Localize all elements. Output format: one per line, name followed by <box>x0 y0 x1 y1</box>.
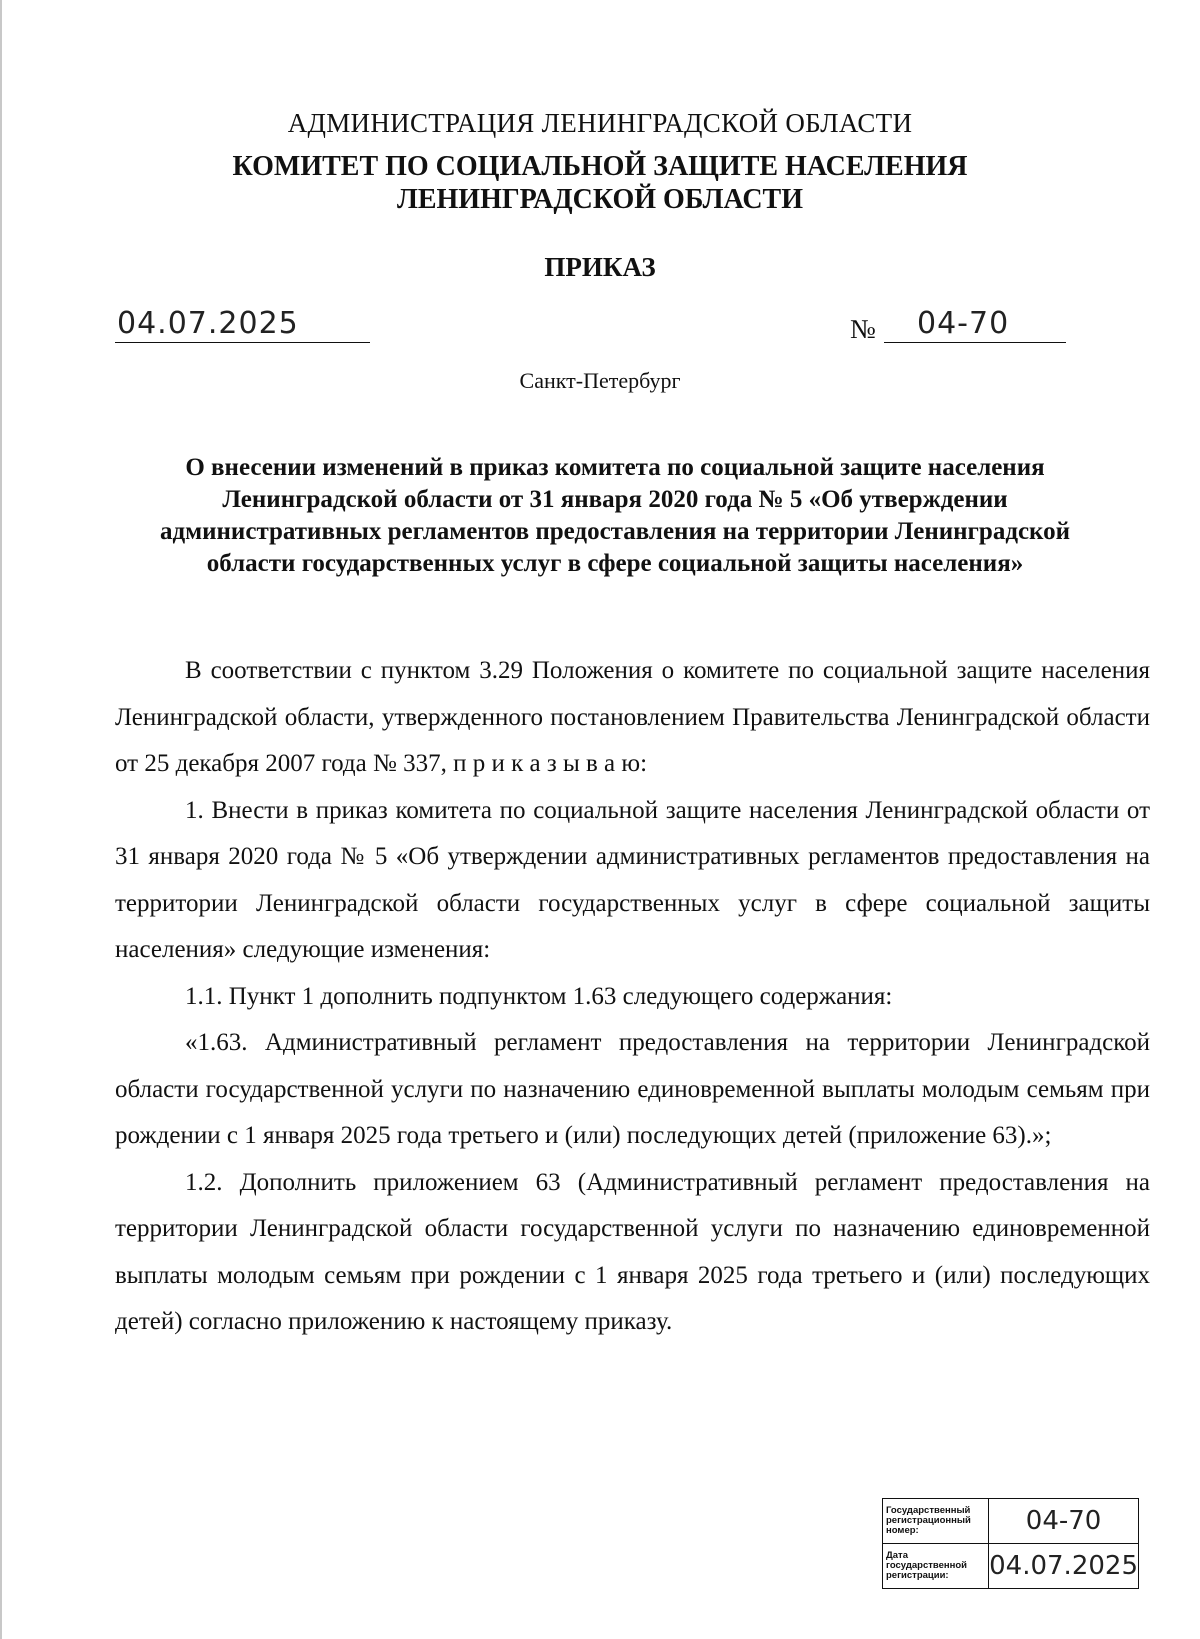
paragraph-item-1-2: 1.2. Дополнить приложением 63 (Административный регламент предоставления на территории Ленинградской области государственной услуги по назначению единовременной выплаты молодым семьям при рождении с 1 января 2025 года третьего и (или) последующих детей) согласно приложению к настоящему приказу. <box>115 1168 1150 1335</box>
registration-stamp <box>882 1498 1139 1589</box>
stamp-row-number <box>883 1499 1139 1544</box>
document-body <box>115 648 1150 1346</box>
committee-heading <box>0 150 1200 216</box>
order-date: 04.07.2025 <box>117 306 299 341</box>
city: Санкт-Петербург <box>519 368 681 393</box>
stamp-row-date <box>883 1544 1139 1589</box>
scan-edge-line <box>0 0 2 1639</box>
number-sign: № <box>850 314 876 344</box>
committee-heading-line1: КОМИТЕТ ПО СОЦИАЛЬНОЙ ЗАЩИТЕ НАСЕЛЕНИЯ <box>232 151 968 182</box>
committee-heading-line2: ЛЕНИНГРАДСКОЙ ОБЛАСТИ <box>396 184 804 215</box>
reg-date-label: Дата государственной регистрации: <box>883 1544 989 1589</box>
order-number: 04-70 <box>917 306 1010 341</box>
reg-date-value: 04.07.2025 <box>989 1544 1139 1589</box>
paragraph-item-1-1: 1.1. Пункт 1 дополнить подпунктом 1.63 следующего содержания: <box>185 982 893 1010</box>
reg-number-label: Государственный регистрационный номер: <box>883 1499 989 1544</box>
document-type: ПРИКАЗ <box>544 252 656 282</box>
document-title: О внесении изменений в приказ комитета по социальной защите населения Ленинградской области от 31 января 2020 года № 5 «Об утверждении административных регламентов предоставления на территории Ленинградской области государственных услуг в сфере социальной защиты населения» <box>159 454 1071 577</box>
paragraph-item-1-63: «1.63. Административный регламент предоставления на территории Ленинградской области государственной услуги по назначению единовременной выплаты молодым семьям при рождении с 1 января 2025 года третьего и (или) последующих детей (приложение 63).»; <box>115 1029 1150 1149</box>
paragraph-item-1: 1. Внести в приказ комитета по социальной защите населения Ленинградской области от 31 января 2020 года № 5 «Об утверждении административных регламентов предоставления на территории Ленинградской области государственных услуг в сфере социальной защиты населения» следующие изменения: <box>115 796 1150 963</box>
reg-number-value: 04-70 <box>989 1499 1139 1544</box>
order-date-field <box>115 306 370 343</box>
order-number-field <box>884 306 1066 343</box>
administration-heading: АДМИНИСТРАЦИЯ ЛЕНИНГРАДСКОЙ ОБЛАСТИ <box>287 108 913 138</box>
paragraph-preamble: В соответствии с пунктом 3.29 Положения о комитете по социальной защите населения Ленинградской области, утвержденного постановлением Правительства Ленинградской области от 25 декабря 2007 года № 337, п р и к а з ы в а ю: <box>115 657 1150 777</box>
